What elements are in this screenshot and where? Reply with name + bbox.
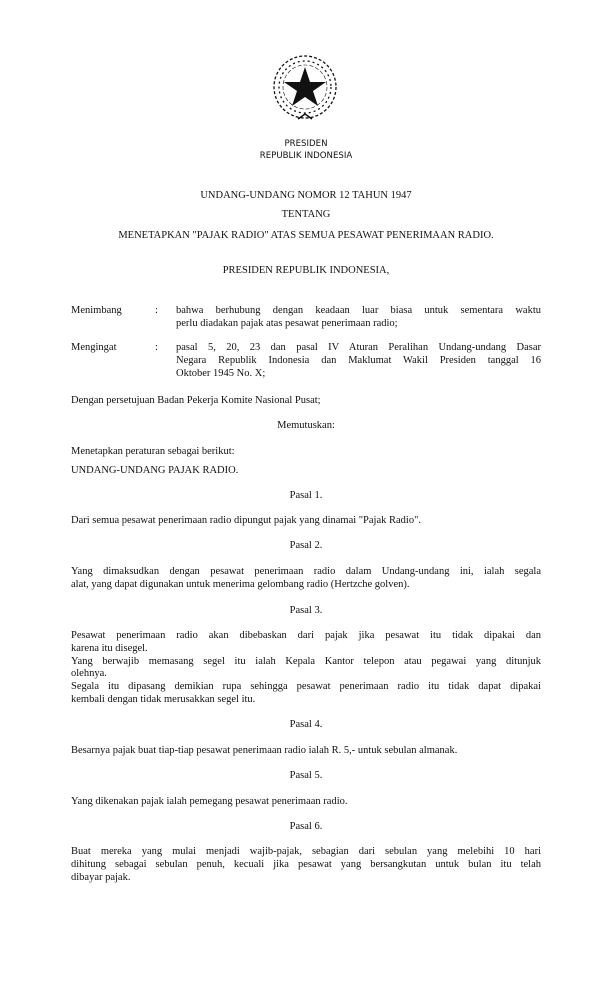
line: alat, yang dapat digunakan untuk menerima gelombang radio (Hertzche golven). [71,578,410,590]
line: Negara Republik Indonesia dan Maklumat Wakil Presiden tanggal 16 [176,354,541,366]
enact: Menetapkan peraturan sebagai berikut: [71,446,235,457]
line: bahwa berhubung dengan keadaan luar biasa untuk sementara waktu [176,305,541,316]
consideration-label: Mengingat [71,342,117,353]
letterhead-line1: PRESIDEN [284,139,328,149]
line: Yang berwajib memasang segel itu ialah Kepala Kantor telepon atau pegawai yang ditunjuk [71,655,541,667]
article-heading: Pasal 4. [289,719,323,730]
line: Dari semua pesawat penerimaan radio dipungut pajak yang dinamai "Pajak Radio". [71,515,422,526]
law-title: UNDANG-UNDANG NOMOR 12 TAHUN 1947 [200,190,412,201]
line: Besarnya pajak buat tiap-tiap pesawat penerimaan radio ialah R. 5,- untuk sebulan almanak. [71,745,458,756]
issuer: PRESIDEN REPUBLIK INDONESIA, [222,265,390,276]
article-body [71,796,541,809]
line: karena itu disegel. [71,642,148,654]
law-subject: MENETAPKAN "PAJAK RADIO" ATAS SEMUA PESAWAT PENERIMAAN RADIO. [118,230,494,241]
line: kembali dengan tidak merusakkan segel itu. [71,693,256,705]
article-body [71,566,541,592]
consideration-label: Menimbang [71,305,122,316]
article-heading: Pasal 3. [289,605,323,616]
approval: Dengan persetujuan Badan Pekerja Komite Nasional Pusat; [71,395,321,406]
line: dihitung sebagai sebulan penuh, kecuali jika pesawat yang bersangkutan untuk bulan itu telah [71,858,541,870]
line: Yang dikenakan pajak ialah pemegang pesawat penerimaan radio. [71,796,348,807]
colon: : [155,305,158,316]
line: Buat mereka yang mulai menjadi wajib-pajak, sebagian dari sebulan yang melebihi 10 hari [71,846,541,857]
article-body [71,846,541,884]
letterhead-line2: REPUBLIK INDONESIA [259,151,353,161]
consideration-mengingat [71,342,541,380]
decision: Memutuskan: [277,420,335,431]
line: olehnya. [71,668,107,680]
article-heading: Pasal 5. [289,770,323,781]
line: Segala itu dipasang demikian rupa sehingga pesawat penerimaan radio itu tidak dapat dipakai [71,681,541,693]
law-title-tentang: TENTANG [281,209,331,220]
article-heading: Pasal 6. [289,821,323,832]
article-heading: Pasal 2. [289,540,323,551]
law-name: UNDANG-UNDANG PAJAK RADIO. [71,465,239,476]
article-body [71,745,541,758]
line: Oktober 1945 No. X; [176,367,266,379]
line: Yang dimaksudkan dengan pesawat penerimaan radio dalam Undang-undang ini, ialah segala [71,566,541,577]
line: pasal 5, 20, 23 dan pasal IV Aturan Peralihan Undang-undang Dasar [176,342,541,353]
presidential-emblem-icon [268,53,342,125]
consideration-menimbang [71,305,541,331]
article-body [71,515,541,528]
article-body [71,630,541,707]
line: dibayar pajak. [71,871,131,883]
colon: : [155,342,158,353]
line: Pesawat penerimaan radio akan dibebaskan dari pajak jika pesawat itu tidak dipakai dan [71,630,541,641]
article-heading: Pasal 1. [289,490,323,501]
line: perlu diadakan pajak atas pesawat penerimaan radio; [176,317,398,329]
